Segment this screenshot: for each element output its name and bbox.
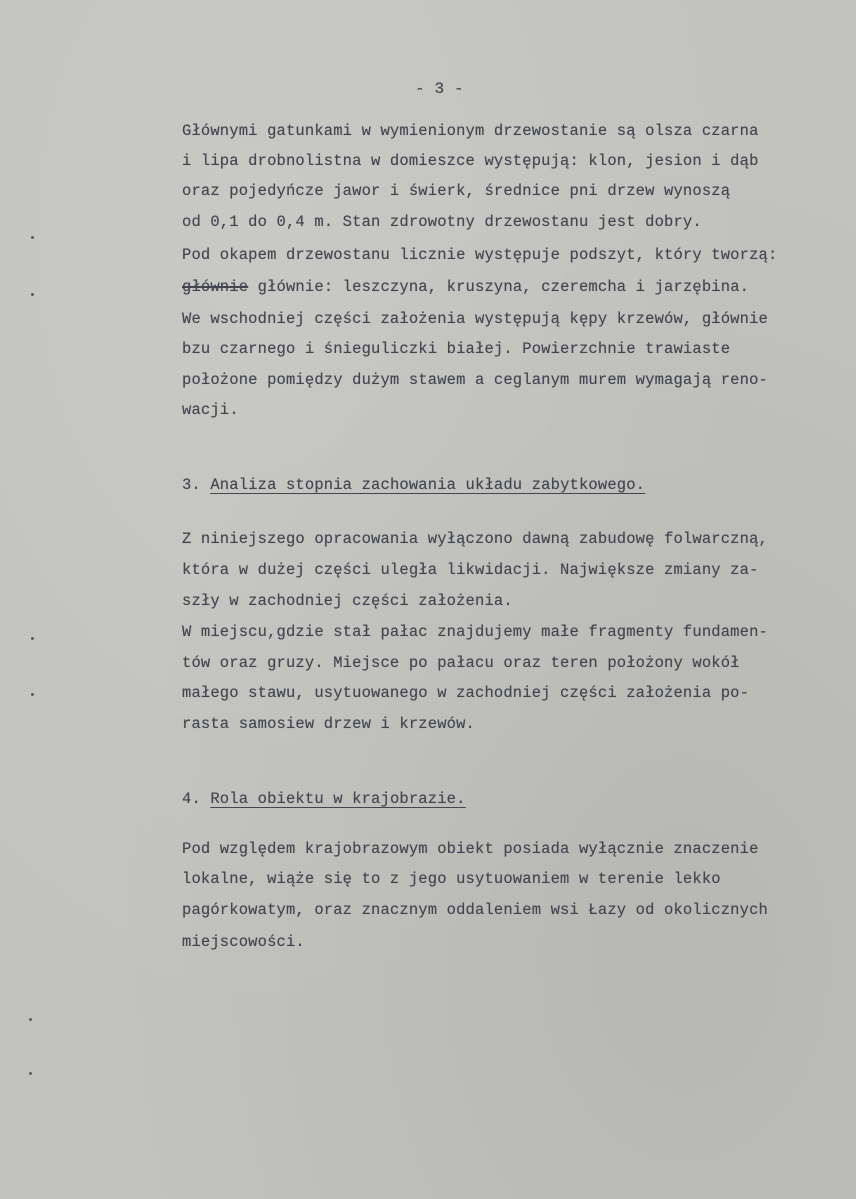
text-fragment: głównie: leszczyna, kruszyna, czeremcha i jarzębina. bbox=[248, 278, 750, 296]
text-line: tów oraz gruzy. Miejsce po pałacu oraz teren położony wokół bbox=[182, 654, 740, 672]
text-line: i lipa drobnolistna w domieszce występują: klon, jesion i dąb bbox=[182, 152, 759, 170]
text-line: położone pomiędzy dużym stawem a ceglanym murem wymagają reno- bbox=[182, 371, 768, 389]
text-line: pagórkowatym, oraz znacznym oddaleniem wsi Łazy od okolicznych bbox=[182, 901, 768, 919]
text-line: bzu czarnego i śnieguliczki białej. Powierzchnie trawiaste bbox=[182, 340, 731, 358]
text-line: miejscowości. bbox=[182, 933, 305, 951]
punch-mark bbox=[31, 693, 34, 696]
section-heading bbox=[182, 476, 645, 494]
text-line: Pod okapem drzewostanu licznie występuje podszyt, który tworzą: bbox=[182, 246, 778, 264]
punch-mark bbox=[31, 236, 34, 239]
text-line: rasta samosiew drzew i krzewów. bbox=[182, 715, 475, 733]
text-line: Głównymi gatunkami w wymienionym drzewostanie są olsza czarna bbox=[182, 122, 759, 140]
section-number: 4. bbox=[182, 790, 201, 808]
text-line: wacji. bbox=[182, 401, 239, 419]
punch-mark bbox=[29, 1018, 32, 1021]
section-heading bbox=[182, 790, 466, 808]
text-line bbox=[182, 278, 749, 296]
page-number: - 3 - bbox=[415, 80, 464, 98]
text-line: szły w zachodniej części założenia. bbox=[182, 592, 513, 610]
text-line: od 0,1 do 0,4 m. Stan zdrowotny drzewostanu jest dobry. bbox=[182, 213, 702, 231]
text-line: lokalne, wiąże się to z jego usytuowaniem w terenie lekko bbox=[182, 870, 721, 888]
section-title: Rola obiektu w krajobrazie. bbox=[210, 790, 466, 808]
text-line: która w dużej części uległa likwidacji. Największe zmiany za- bbox=[182, 561, 759, 579]
section-number: 3. bbox=[182, 476, 201, 494]
text-line: małego stawu, usytuowanego w zachodniej części założenia po- bbox=[182, 684, 750, 702]
punch-mark bbox=[29, 1072, 32, 1075]
text-line: W miejscu,gdzie stał pałac znajdujemy małe fragmenty fundamen- bbox=[182, 623, 768, 641]
text-line: Z niniejszego opracowania wyłączono dawną zabudowę folwarczną, bbox=[182, 530, 768, 548]
punch-mark bbox=[31, 637, 34, 640]
section-title: Analiza stopnia zachowania układu zabytkowego. bbox=[210, 476, 646, 494]
punch-mark bbox=[31, 293, 34, 296]
struck-word: głównie bbox=[182, 278, 249, 296]
text-line: We wschodniej części założenia występują kępy krzewów, głównie bbox=[182, 310, 768, 328]
text-line: oraz pojedyńcze jawor i świerk, średnice pni drzew wynoszą bbox=[182, 182, 731, 200]
text-line: Pod względem krajobrazowym obiekt posiada wyłącznie znaczenie bbox=[182, 840, 759, 858]
